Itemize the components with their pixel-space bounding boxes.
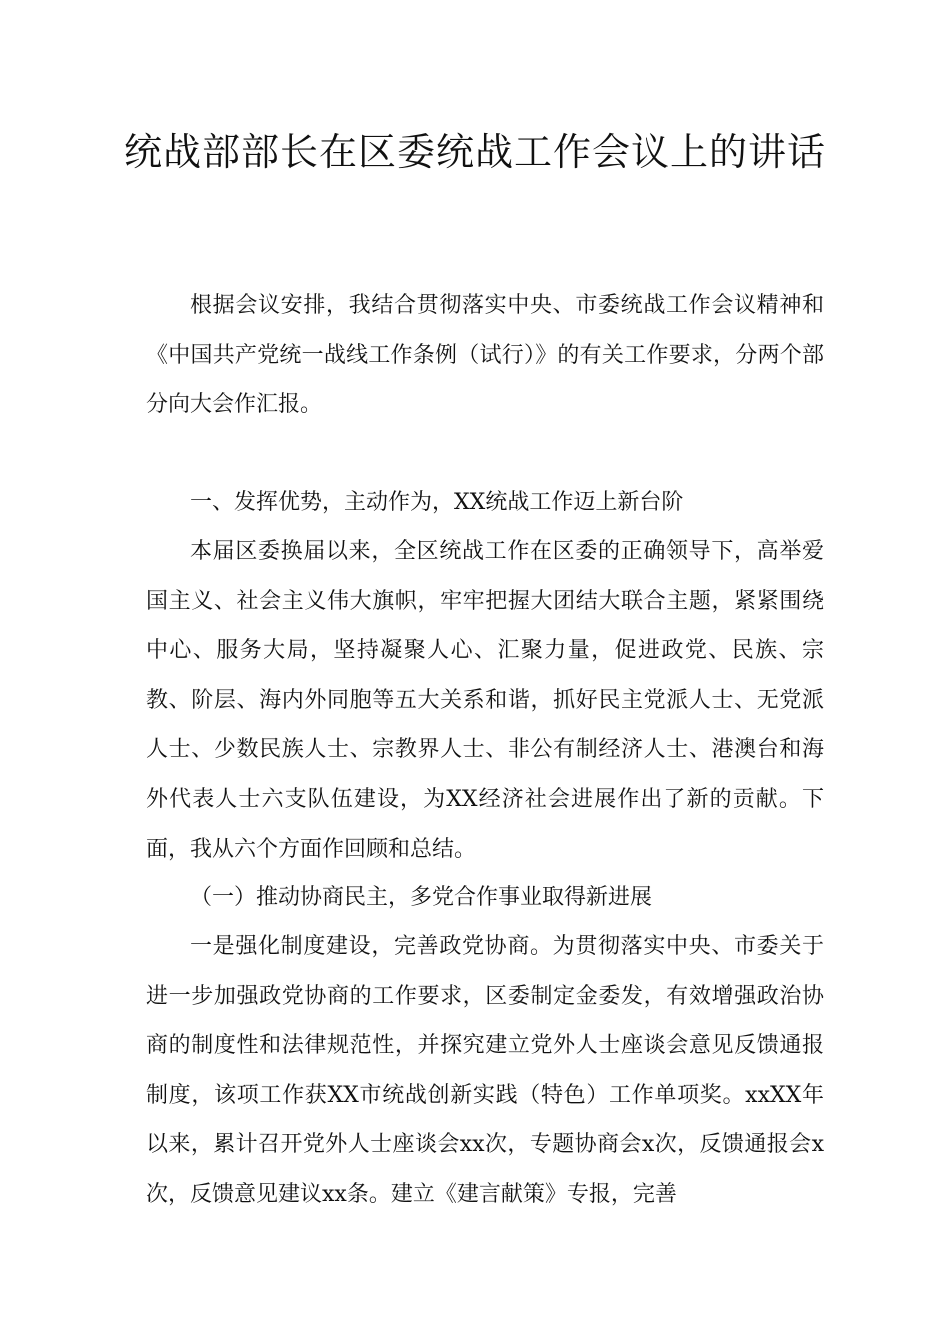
intro-paragraph: 根据会议安排，我结合贯彻落实中央、市委统战工作会议精神和《中国共产党统一战线工作条例（试行）》的有关工作要求，分两个部分向大会作汇报。 xyxy=(146,293,824,418)
section-one-heading: 一、发挥优势，主动作为，XX统战工作迈上新台阶 xyxy=(190,490,684,515)
document-title: 统战部部长在区委统战工作会议上的讲话 xyxy=(123,130,826,174)
section-one-paragraph: 本届区委换届以来，全区统战工作在区委的正确领导下，高举爱国主义、社会主义伟大旗帜，牢牢把握大团结大联合主题，紧紧围绕中心、服务大局，坚持凝聚人心、汇聚力量，促进政党、民族、宗教、阶层、海内外同胞等五大关系和谐，抓好民主党派人士、无党派人士、少数民族人士、宗教界人士、非公有制经济人士、港澳台和海外代表人士六支队伍建设，为XX经济社会进展作出了新的贡献。下面，我从六个方面作回顾和总结。 xyxy=(146,539,824,862)
subsection-heading: （一）推动协商民主，多党合作事业取得新进展 xyxy=(190,885,653,910)
subsection-paragraph: 一是强化制度建设，完善政党协商。为贯彻落实中央、市委关于进一步加强政党协商的工作要求，区委制定金委发，有效增强政治协商的制度性和法律规范性，并探究建立党外人士座谈会意见反馈通报制度，该项工作获XX市统战创新实践（特色）工作单项奖。xxXX年以来，累计召开党外人士座谈会xx次，专题协商会x次，反馈通报会x次，反馈意见建议xx条。建立《建言献策》专报，完善 xyxy=(146,934,824,1207)
